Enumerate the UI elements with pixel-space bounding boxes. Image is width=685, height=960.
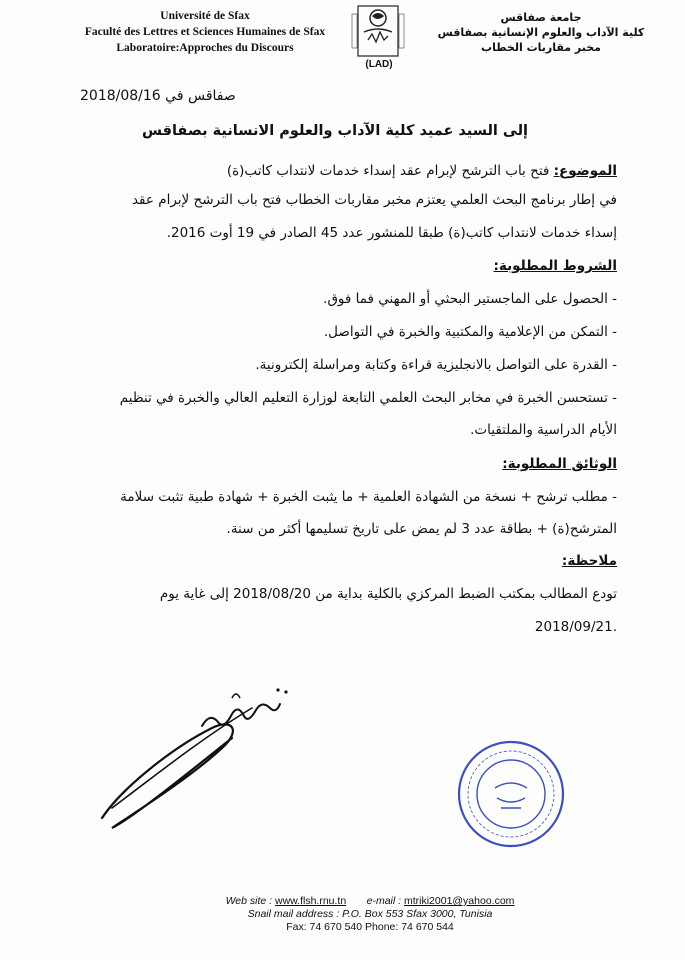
subject-line [227, 163, 617, 179]
official-stamp [455, 738, 567, 850]
footer-contact [150, 895, 590, 934]
condition-item-3: - القدرة على التواصل بالانجليزية قراءة وكتابة ومراسلة إلكترونية. [255, 357, 617, 373]
condition-item-4: - تستحسن الخبرة في مخابر البحث العلمي التابعة لوزارة التعليم العالي والخبرة في تنظيم [119, 390, 617, 406]
laboratory-name: Laboratoire:Approches du Discours [116, 42, 294, 54]
handwritten-signature [82, 668, 322, 838]
laboratory-name-ar: مخبر مقاربات الخطاب [481, 41, 601, 54]
note-line-1: تودع المطالب بمكتب الضبط المركزي بالكلية بداية من 2018/08/20 إلى غاية يوم [159, 586, 617, 602]
addressee: إلى السيد عميد كلية الآداب والعلوم الانسانية بصفاقس [141, 123, 529, 139]
note-line-2: 2018/09/21. [534, 619, 617, 635]
mail-address: Snail mail address : P.O. Box 553 Sfax 3000, Tunisia [247, 908, 493, 920]
conditions-heading: الشروط المطلوبة: [493, 258, 617, 274]
faculty-name-ar: كلية الآداب والعلوم الإنسانية بصفاقس [437, 26, 645, 39]
email-label: e-mail : [366, 895, 402, 907]
subject-text: فتح باب الترشح لإبرام عقد إسداء خدمات لانتداب كاتب(ة) [226, 163, 550, 179]
university-name-ar: جامعة صفاقس [500, 11, 582, 24]
faculty-name: Faculté des Lettres et Sciences Humaines de Sfax [84, 26, 326, 38]
subject-label: الموضوع: [553, 163, 617, 179]
document-item-1-cont: المترشح(ة) + بطاقة عدد 3 لم يمض على تاريخ تسليمها أكثر من سنة. [226, 521, 617, 537]
email-link[interactable]: mtriki2001@yahoo.com [403, 895, 515, 907]
footer-web-line [150, 895, 590, 908]
website-link[interactable]: www.flsh.rnu.tn [274, 895, 347, 907]
website-label: Web site : [225, 895, 273, 907]
header-right [431, 10, 651, 55]
fax-phone: Fax: 74 670 540 Phone: 74 670 544 [286, 921, 454, 933]
documents-heading: الوثائق المطلوبة: [502, 456, 617, 472]
condition-item-4-cont: الأيام الدراسية والملتقيات. [470, 422, 617, 438]
intro-line-2: إسداء خدمات لانتداب كاتب(ة) طبقا للمنشور عدد 45 الصادر في 19 أوت 2016. [166, 225, 617, 241]
document-item-1: - مطلب ترشح + نسخة من الشهادة العلمية + ما يثبت الخبرة + شهادة طبية تثبت سلامة [120, 489, 617, 505]
letter-date: صفاقس في 2018/08/16 [80, 88, 236, 104]
logo-caption: (LAD) [365, 59, 393, 70]
condition-item-2: - التمكن من الإعلامية والمكتبية والخبرة في التواصل. [323, 324, 617, 340]
note-heading: ملاحظة: [561, 553, 617, 569]
intro-line-1: في إطار برنامج البحث العلمي يعتزم مخبر مقاربات الخطاب فتح باب الترشح لإبرام عقد [131, 192, 617, 208]
university-name: Université de Sfax [160, 10, 250, 22]
condition-item-1: - الحصول على الماجستير البحثي أو المهني فما فوق. [323, 291, 617, 307]
header-left [60, 8, 350, 56]
